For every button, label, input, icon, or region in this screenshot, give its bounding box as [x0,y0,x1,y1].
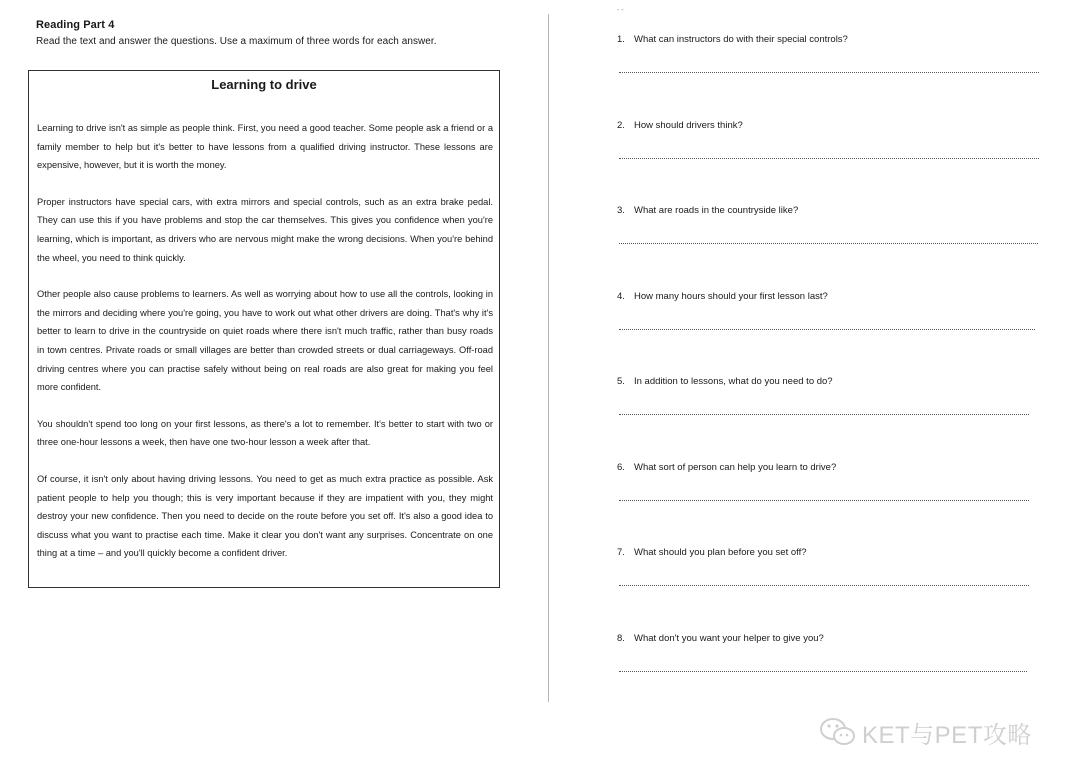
question-item [617,462,1047,473]
question-text: What don't you want your helper to give you? [634,633,824,644]
article-title: Learning to drive [211,77,317,92]
watermark-text: KET与PET攻略 [862,721,1032,749]
question-number: 4. [617,291,625,302]
question-number: 5. [617,376,625,387]
question-text: What can instructors do with their special controls? [634,34,848,45]
section-title: Reading Part 4 [36,19,115,31]
question-number: 8. [617,633,625,644]
instructions: Read the text and answer the questions. Use a maximum of three words for each answer. [36,36,437,47]
answer-line[interactable] [619,329,1035,330]
question-text: In addition to lessons, what do you need to do? [634,376,833,387]
answer-line[interactable] [619,500,1029,501]
question-item [617,376,1047,387]
question-number: 3. [617,205,625,216]
question-number: 2. [617,120,625,131]
answer-line[interactable] [619,585,1029,586]
article-paragraph: Other people also cause problems to learners. As well as worrying about how to use all the controls, looking in the mirrors and deciding where you're going, you have to work out what other drivers are doing. That's why it's better to learn to drive in the countryside on quiet roads where there isn't much traffic, rather than busy roads in town centres. Private roads or small villages are better than crowded streets or dual carriageways. Off-road driving centres where you can practise safely without being on real roads are also great for making you feel more confident. [37,289,493,393]
answer-line[interactable] [619,72,1039,73]
question-item [617,34,1047,45]
answer-line[interactable] [619,414,1029,415]
article-paragraph: Proper instructors have special cars, with extra mirrors and special controls, such as an extra brake pedal. They can use this if you have problems and stop the car themselves. This gives you confidence when you're learning, which is important, as drivers who are nervous might make the wrong decisions. When you're behind the wheel, you need to think quickly. [37,196,493,263]
question-number: 7. [617,547,625,558]
question-number: 1. [617,34,625,45]
question-item [617,547,1047,558]
scan-mark: - - [617,7,624,14]
article-paragraph: Learning to drive isn't as simple as people think. First, you need a good teacher. Some people ask a friend or a family member to help but it's better to have lessons from a qualified driving instructor. These lessons are expensive, however, but it is worth the money. [37,123,493,171]
question-item [617,633,1047,644]
question-text: How should drivers think? [634,120,743,131]
page-divider [548,14,549,702]
article-body [37,119,493,581]
article-paragraph: Of course, it isn't only about having driving lessons. You need to get as much extra practice as possible. Ask patient people to help you though; this is very important because if they are impatient with you, they might destroy your new confidence. Then you need to decide on the route before you set off. It's also a good idea to discuss what you want to practise each time. Make it clear you don't want any surprises. Concentrate on one thing at a time – and you'll quickly become a confident driver. [37,473,493,559]
question-text: How many hours should your first lesson last? [634,291,828,302]
answer-line[interactable] [619,671,1027,672]
question-text: What are roads in the countryside like? [634,205,799,216]
question-text: What should you plan before you set off? [634,547,807,558]
answer-line[interactable] [619,243,1038,244]
question-item [617,205,1047,216]
article-paragraph: You shouldn't spend too long on your first lessons, as there's a lot to remember. It's better to start with two or three one-hour lessons a week, then have one two-hour lesson a week after that. [37,418,493,448]
question-item [617,291,1047,302]
question-number: 6. [617,462,625,473]
answer-line[interactable] [619,158,1039,159]
watermark [818,714,1032,750]
question-text: What sort of person can help you learn to drive? [634,462,837,473]
wechat-icon [818,715,858,749]
question-item [617,120,1047,131]
article-box [28,70,500,588]
